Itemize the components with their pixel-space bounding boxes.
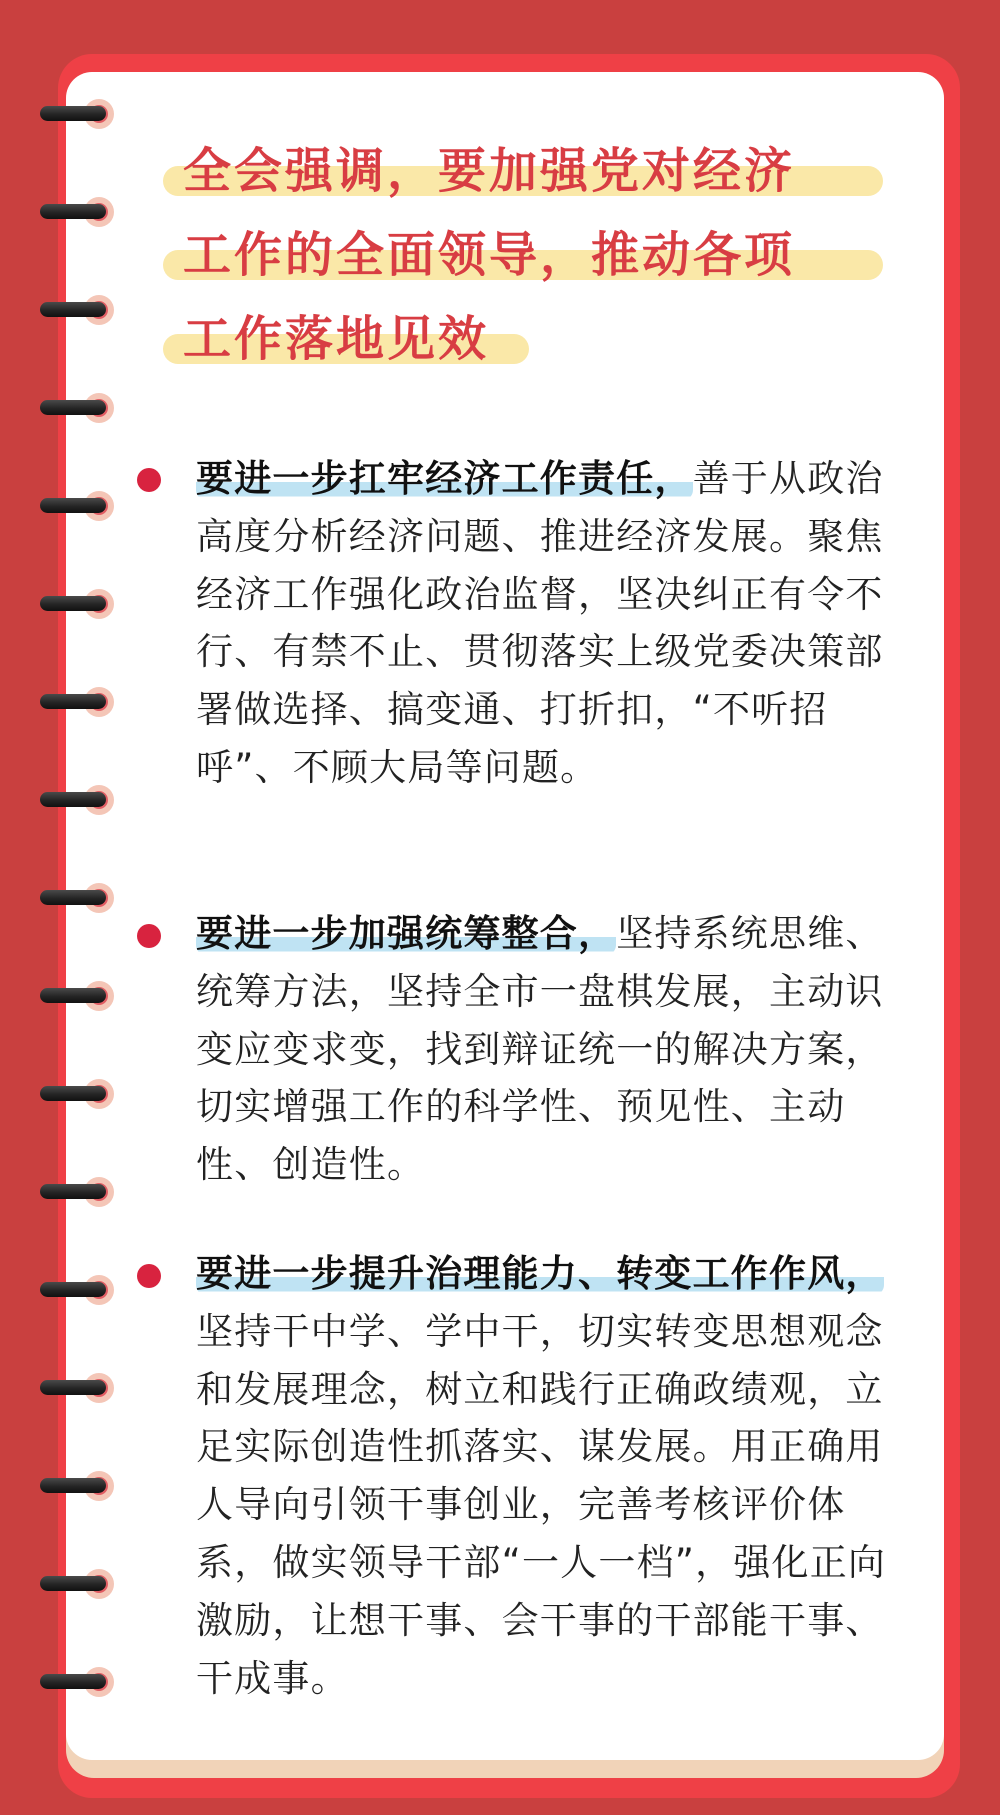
bullet-dot (137, 468, 161, 492)
bullet-dot (137, 924, 161, 948)
paragraph-lead: 要进一步扛牢经济工作责任， (196, 457, 693, 500)
binder-ring (40, 1371, 110, 1405)
binder-ring (40, 391, 110, 425)
title-line-text: 全会强调，要加强党对经济 (183, 143, 796, 199)
binder-ring (40, 1273, 110, 1307)
paragraph-body: 坚持系统思维、统筹方法，坚持全市一盘棋发展，主动识变应变求变，找到辩证统一的解决方案，切实增强工作的科学性、预见性、主动性、创造性。 (196, 912, 884, 1187)
binder-ring (40, 489, 110, 523)
paragraph-body: 坚持干中学、学中干，切实转变思想观念和发展理念，树立和践行正确政绩观，立足实际创造性抓落实、谋发展。用正确用人导向引领干事创业，完善考核评价体系，做实领导干部“一人一档”，强化正向激励，让想干事、会干事的干部能干事、干成事。 (196, 1309, 887, 1700)
binder-ring (40, 587, 110, 621)
binder-ring (40, 1175, 110, 1209)
binder-ring (40, 1665, 110, 1699)
title-line-text: 工作的全面领导，推动各项 (183, 227, 796, 283)
title-line (163, 126, 903, 210)
paragraph-lead: 要进一步提升治理能力、转变工作作风， (196, 1252, 884, 1295)
binder-ring (40, 979, 110, 1013)
binder-ring (40, 97, 110, 131)
paragraph-body: 善于从政治高度分析经济问题、推进经济发展。聚焦经济工作强化政治监督，坚决纠正有令不行、有禁不止、贯彻落实上级党委决策部署做选择、搞变通、打折扣，“不听招呼”、不顾大局等问题。 (196, 457, 884, 789)
paragraph-3 (196, 1245, 896, 1707)
binder-ring (40, 293, 110, 327)
bullet-dot (137, 1264, 161, 1288)
binder-ring (40, 195, 110, 229)
binder-ring (40, 881, 110, 915)
paragraph-2 (196, 905, 896, 1194)
binder-ring (40, 783, 110, 817)
title-line (163, 210, 903, 294)
page-title (163, 126, 903, 378)
binder-ring (40, 1077, 110, 1111)
binder-ring (40, 1567, 110, 1601)
paragraph-1 (196, 450, 896, 797)
binder-ring (40, 685, 110, 719)
title-line-text: 工作落地见效 (183, 311, 490, 367)
title-line (163, 294, 903, 378)
paragraph-lead: 要进一步加强统筹整合， (196, 912, 617, 955)
binder-ring (40, 1469, 110, 1503)
